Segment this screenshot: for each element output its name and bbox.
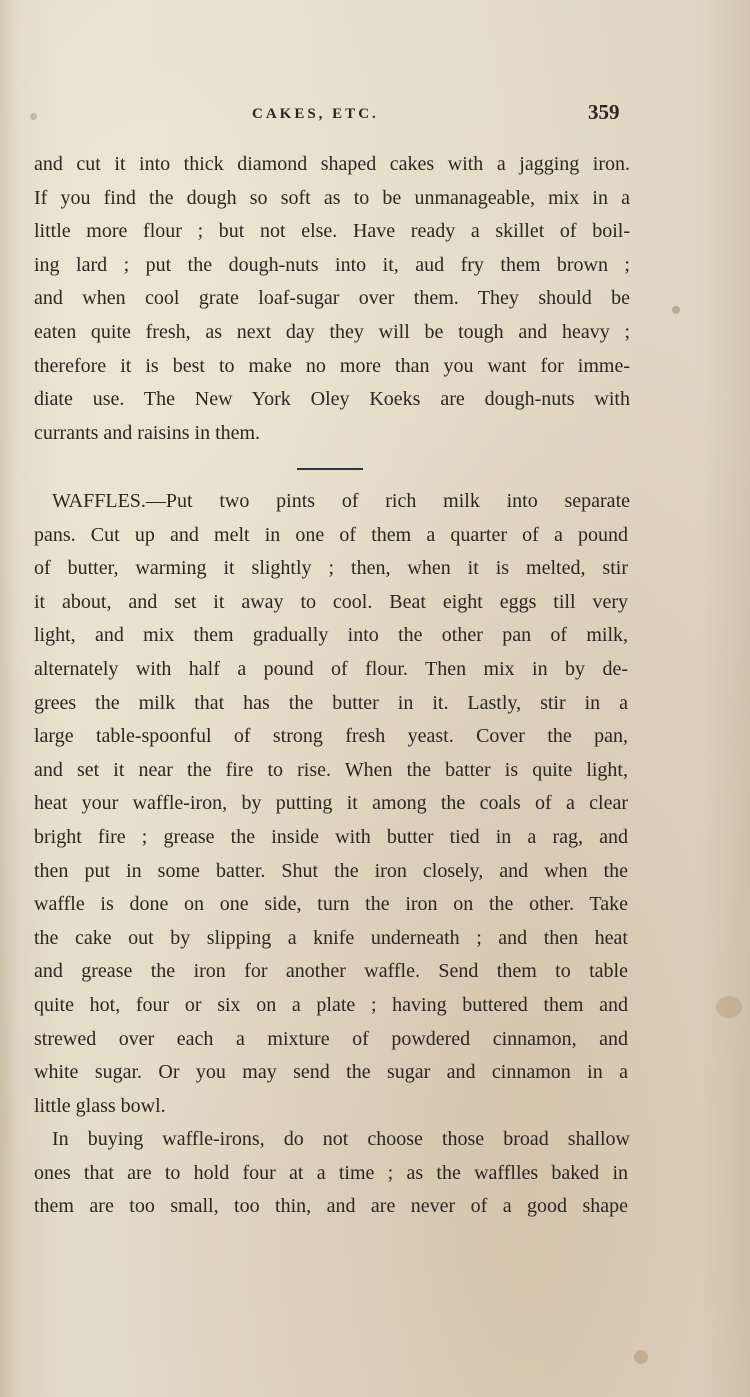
- text-line: waffle is done on one side, turn the iron on the other. Take: [34, 893, 628, 916]
- text-line: heat your waffle-iron, by putting it among the coals of a clear: [34, 792, 628, 815]
- text-line: little more flour ; but not else. Have ready a skillet of boil-: [34, 220, 630, 243]
- text-line: pans. Cut up and melt in one of them a quarter of a pound: [34, 523, 628, 546]
- section-divider: [297, 468, 363, 470]
- foxing-spot: [672, 306, 680, 314]
- text-line: therefore it is best to make no more than you want for imme-: [34, 354, 630, 377]
- page-header: [0, 98, 750, 134]
- text-line: If you find the dough so soft as to be unmanageable, mix in a: [34, 186, 630, 209]
- text-line: and grease the iron for another waffle. Send them to table: [34, 960, 628, 983]
- foxing-spot: [716, 996, 742, 1018]
- text-line: large table-spoonful of strong fresh yeast. Cover the pan,: [34, 725, 628, 748]
- text-line: grees the milk that has the butter in it. Lastly, stir in a: [34, 691, 628, 714]
- paragraph-waffles: [34, 485, 628, 1224]
- text-line: strewed over each a mixture of powdered cinnamon, and: [34, 1027, 628, 1050]
- paragraph-doughnuts: [34, 148, 630, 450]
- text-line: it about, and set it away to cool. Beat eight eggs till very: [34, 590, 628, 613]
- text-line: alternately with half a pound of flour. Then mix in by de-: [34, 657, 628, 680]
- text-line: them are too small, too thin, and are never of a good shape: [34, 1195, 628, 1218]
- text-line: the cake out by slipping a knife underneath ; and then heat: [34, 926, 628, 949]
- text-line: light, and mix them gradually into the other pan of milk,: [34, 624, 628, 647]
- text-line: white sugar. Or you may send the sugar and cinnamon in a: [34, 1061, 628, 1084]
- foxing-spot: [634, 1350, 648, 1364]
- running-head: CAKES, ETC.: [252, 106, 379, 122]
- text-line: and cut it into thick diamond shaped cakes with a jagging iron.: [34, 153, 630, 175]
- text-line: WAFFLES.—Put two pints of rich milk into separate: [52, 490, 630, 512]
- text-line: bright fire ; grease the inside with butter tied in a rag, and: [34, 825, 628, 848]
- text-line: ones that are to hold four at a time ; as the wafflles baked in: [34, 1161, 628, 1184]
- text-line: and when cool grate loaf-sugar over them. They should be: [34, 287, 630, 310]
- text-line: ing lard ; put the dough-nuts into it, aud fry them brown ;: [34, 253, 630, 276]
- text-line: In buying waffle-irons, do not choose those broad shallow: [52, 1128, 630, 1151]
- text-line: eaten quite fresh, as next day they will be tough and heavy ;: [34, 320, 630, 343]
- text-line: diate use. The New York Oley Koeks are dough-nuts with: [34, 388, 630, 411]
- text-line: then put in some batter. Shut the iron closely, and when the: [34, 859, 628, 882]
- text-line: of butter, warming it slightly ; then, when it is melted, stir: [34, 557, 628, 580]
- text-line: little glass bowl.: [34, 1094, 166, 1117]
- text-line: quite hot, four or six on a plate ; having buttered them and: [34, 993, 628, 1016]
- page-number: 359: [588, 100, 620, 124]
- text-line: currants and raisins in them.: [34, 421, 261, 444]
- text-line: and set it near the fire to rise. When the batter is quite light,: [34, 758, 628, 781]
